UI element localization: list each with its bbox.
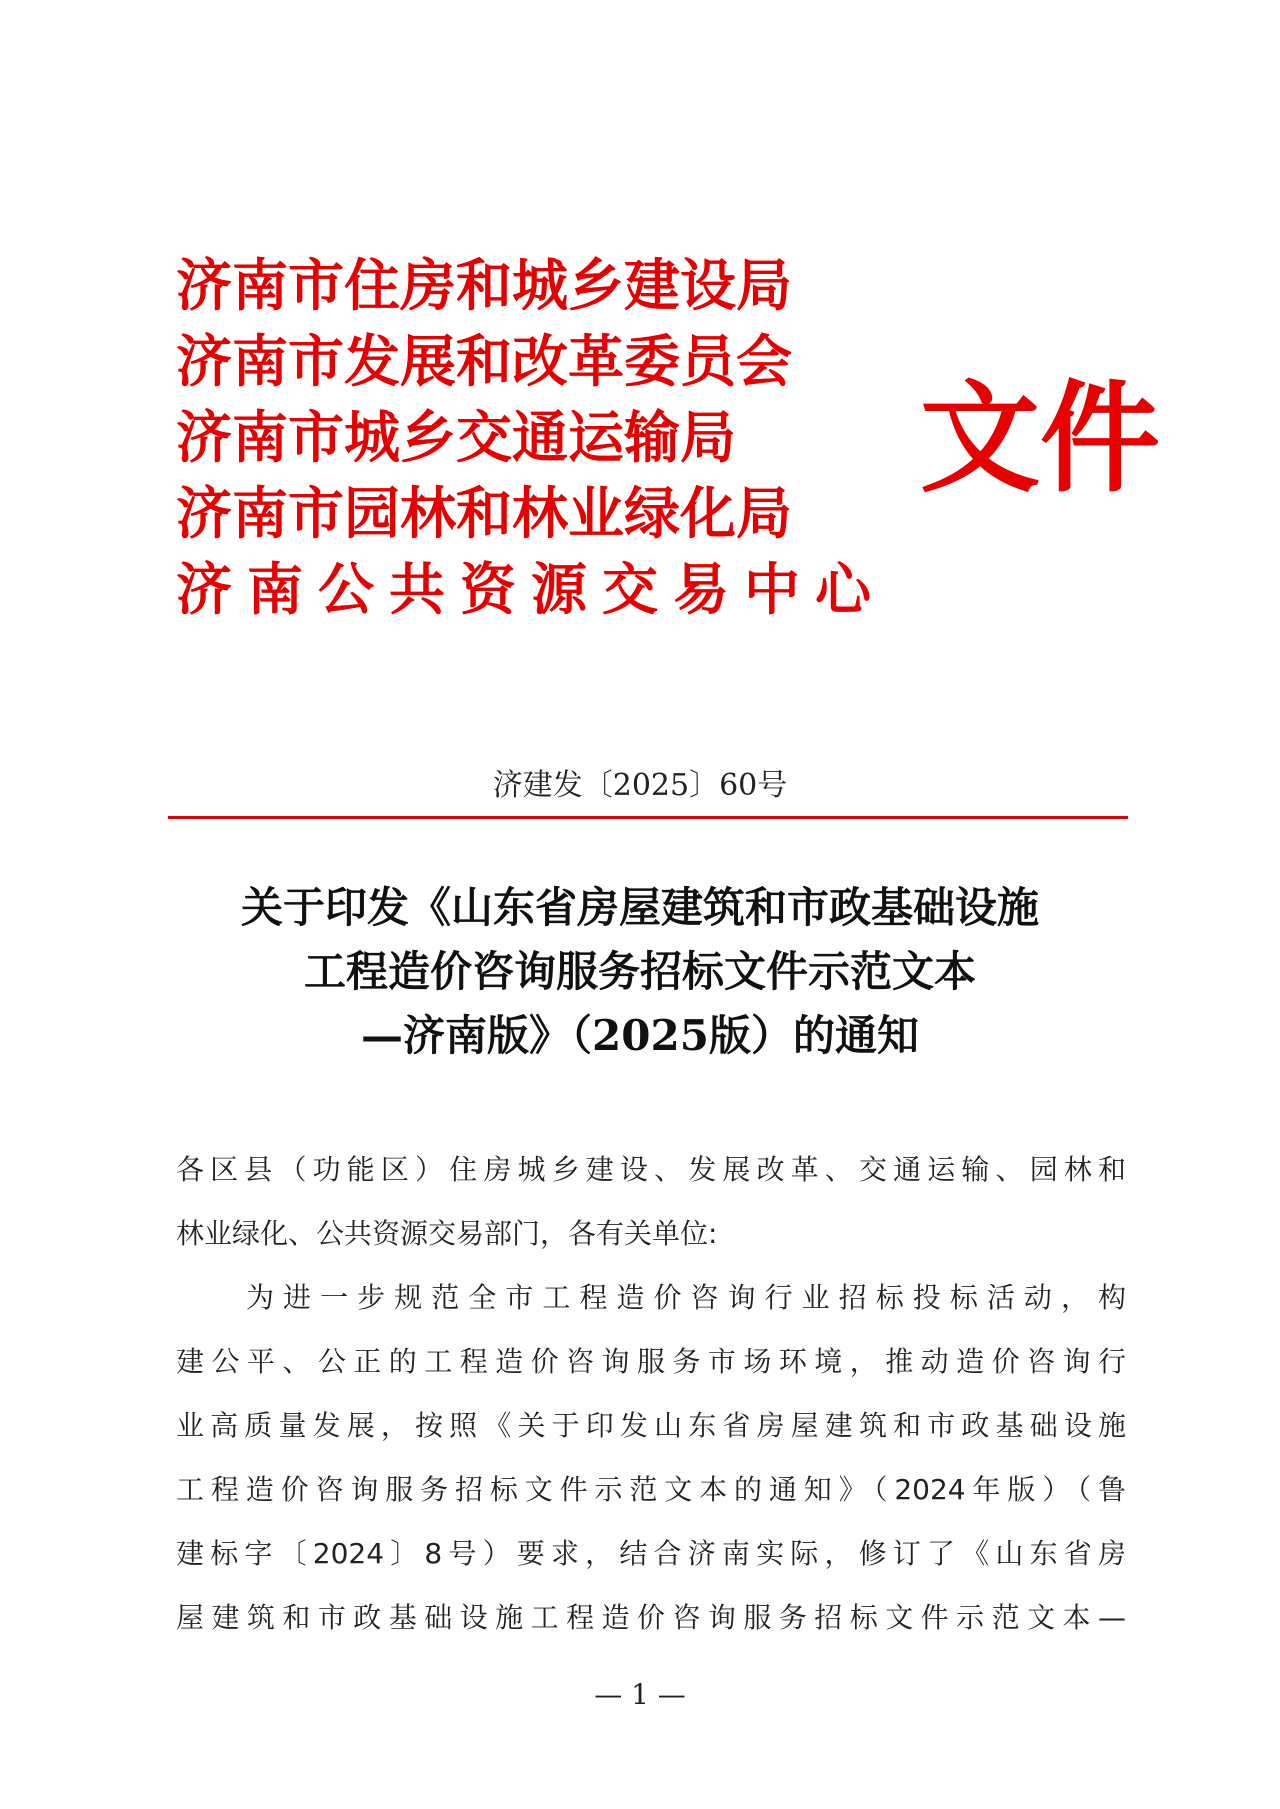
- issuer-name: 济南市园林和林业绿化局: [176, 481, 792, 547]
- body-line: 为进一步规范全市工程造价咨询行业招标投标活动，构: [246, 1281, 1126, 1314]
- document-number: 济建发〔2025〕60号: [492, 768, 788, 803]
- body-line: 业高质量发展，按照《关于印发山东省房屋建筑和市政基础设施: [176, 1409, 1126, 1442]
- red-divider-line: [168, 816, 1128, 819]
- page-number: — 1 —: [594, 1678, 686, 1711]
- body-line: 建公平、公正的工程造价咨询服务市场环境，推动造价咨询行: [176, 1345, 1126, 1378]
- title-line: 关于印发《山东省房屋建筑和市政基础设施: [240, 883, 1039, 932]
- body-line: 工程造价咨询服务招标文件示范文本的通知》（2024年版）（鲁: [176, 1473, 1126, 1506]
- issuer-list: [176, 248, 916, 628]
- body-line: 各区县（功能区）住房城乡建设、发展改革、交通运输、园林和: [176, 1153, 1126, 1186]
- title-line: —济南版》（2025版）的通知: [361, 1011, 919, 1060]
- document-type-label: 文件: [920, 368, 1160, 509]
- issuer-name: 济南市城乡交通运输局: [176, 405, 736, 471]
- body-line: 建标字〔2024〕8号）要求，结合济南实际，修订了《山东省房: [176, 1537, 1126, 1570]
- issuer-name: 济南市住房和城乡建设局: [176, 253, 792, 319]
- document-header: [176, 248, 1160, 628]
- body-line: 林业绿化、公共资源交易部门，各有关单位:: [176, 1217, 718, 1250]
- body-line: 屋建筑和市政基础设施工程造价咨询服务招标文件示范文本—: [176, 1601, 1126, 1634]
- issuer-name: 济南市发展和改革委员会: [176, 329, 792, 395]
- document-body: [176, 1138, 1126, 1650]
- title-line: 工程造价咨询服务招标文件示范文本: [303, 947, 976, 996]
- issuer-name: 济南公共资源交易中心: [176, 557, 886, 623]
- document-title: [150, 876, 1130, 1068]
